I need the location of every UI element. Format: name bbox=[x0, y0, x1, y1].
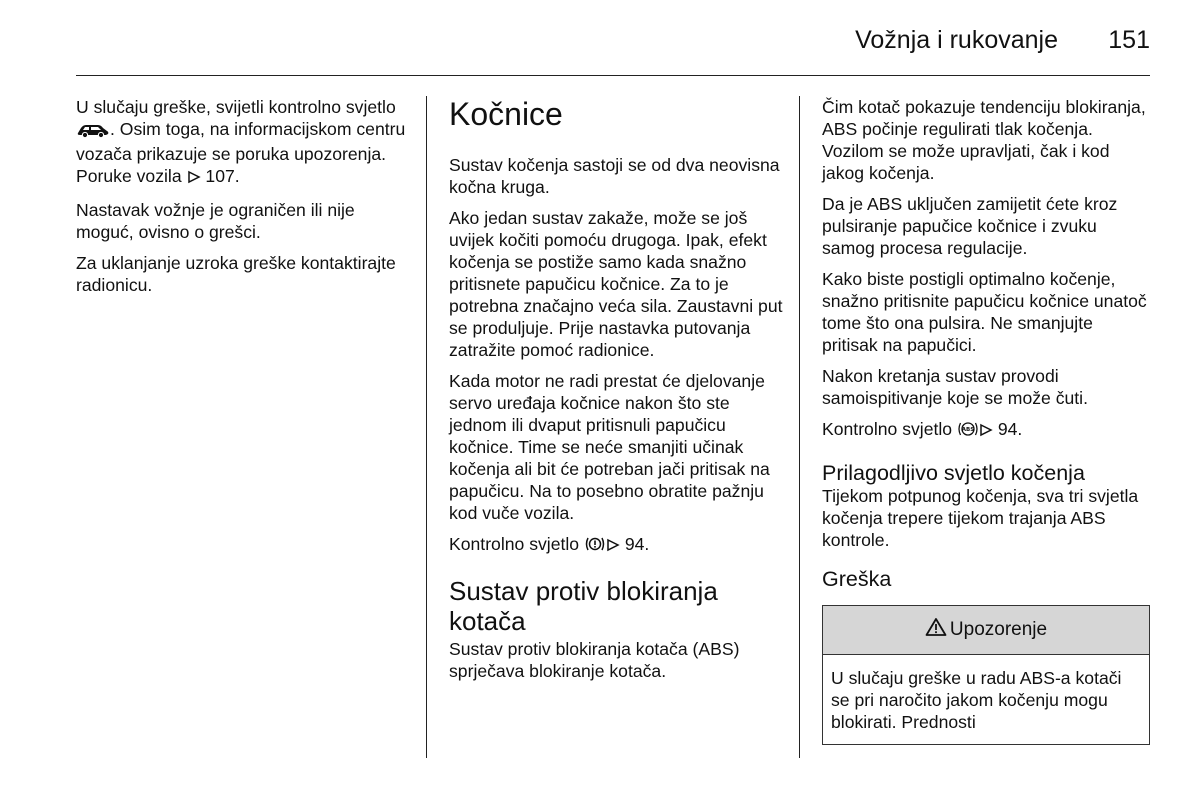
column-middle bbox=[449, 96, 785, 691]
heading-brakes: Kočnice bbox=[449, 96, 563, 132]
paragraph: Nastavak vožnje je ograničen ili nije moguć, ovisno o grešci. bbox=[76, 200, 355, 242]
paragraph: U slučaju greške, svijetli kontrolno svjetlo . Osim toga, na informacijskom centru vozača prikazuje se poruka upozorenja. Poruke vozila 107. bbox=[76, 96, 406, 190]
paragraph: Tijekom potpunog kočenja, sva tri svjetla kočenja trepere tijekom trajanja ABS kontrole. bbox=[822, 486, 1139, 550]
page-reference-arrow-icon bbox=[606, 536, 620, 558]
warning-box bbox=[822, 605, 1150, 745]
page-number: 151 bbox=[1108, 26, 1150, 54]
warning-title: Upozorenje bbox=[949, 619, 1048, 640]
heading-abs: Sustav protiv blokiranja kotača bbox=[449, 576, 718, 636]
paragraph: Čim kotač pokazuje tendenciju blokiranja, ABS počinje regulirati tlak kočenja. Vozilom se može upravljati, čak i kod jakog kočenja. bbox=[822, 97, 1146, 183]
heading-fault: Greška bbox=[822, 567, 892, 591]
warning-text: U slučaju greške u radu ABS-a kotači se pri naročito jakom kočenju mogu blokirati. Prednosti bbox=[831, 668, 1122, 732]
heading-adaptive-brake-light: Prilagodljivo svjetlo kočenja bbox=[822, 461, 1085, 485]
column-divider-right bbox=[799, 96, 800, 758]
section-title: Vožnja i rukovanje bbox=[855, 26, 1058, 54]
header-rule bbox=[76, 75, 1150, 76]
warning-header bbox=[823, 606, 1149, 655]
page-reference-arrow-icon bbox=[187, 168, 201, 190]
paragraph: Da je ABS uključen zamijetit ćete kroz pulsiranje papučice kočnice i zvuku samog procesa regulacije. bbox=[822, 194, 1118, 258]
column-left bbox=[76, 96, 406, 305]
brake-warning-icon bbox=[584, 535, 606, 558]
paragraph: Sustav kočenja sastoji se od dva neovisna kočna kruga. bbox=[449, 155, 780, 197]
column-right bbox=[822, 96, 1152, 745]
svg-text:ABS: ABS bbox=[961, 427, 975, 433]
car-fault-icon bbox=[76, 121, 110, 143]
paragraph: Kontrolno svjetlo ABS 94. bbox=[822, 418, 1152, 443]
paragraph: Za uklanjanje uzroka greške kontaktirajte radionicu. bbox=[76, 253, 396, 295]
column-divider-left bbox=[426, 96, 427, 758]
page-reference-arrow-icon bbox=[979, 421, 993, 443]
paragraph: Sustav protiv blokiranja kotača (ABS) sprječava blokiranje kotača. bbox=[449, 639, 740, 681]
paragraph: Kako biste postigli optimalno kočenje, snažno pritisnite papučicu kočnice unatoč tome što ona pulsira. Ne smanjujte pritisak na papučici. bbox=[822, 269, 1147, 355]
abs-icon bbox=[957, 420, 979, 443]
warning-triangle-icon bbox=[925, 617, 947, 643]
paragraph: Ako jedan sustav zakaže, može se još uvijek kočiti pomoću drugoga. Ipak, efekt kočenja se postiže samo kada snažno pritisnete papučicu kočnice. Za to je potrebna značajno veća sila. Zaustavni put se produljuje. Prije nastavka putovanja zatražite pomoć radionice. bbox=[449, 208, 783, 360]
paragraph: Kada motor ne radi prestat će djelovanje servo uređaja kočnice nakon što ste jednom ili dvaput pritisnuli papučicu kočnice. Time se neće smanjiti učinak kočenja ali bit će potreban jači pritisak na papučicu. Na to posebno obratite pažnju kod vuče vozila. bbox=[449, 371, 770, 523]
paragraph: Nakon kretanja sustav provodi samoispitivanje koje se može čuti. bbox=[822, 366, 1088, 408]
paragraph: Kontrolno svjetlo 94. bbox=[449, 533, 785, 558]
